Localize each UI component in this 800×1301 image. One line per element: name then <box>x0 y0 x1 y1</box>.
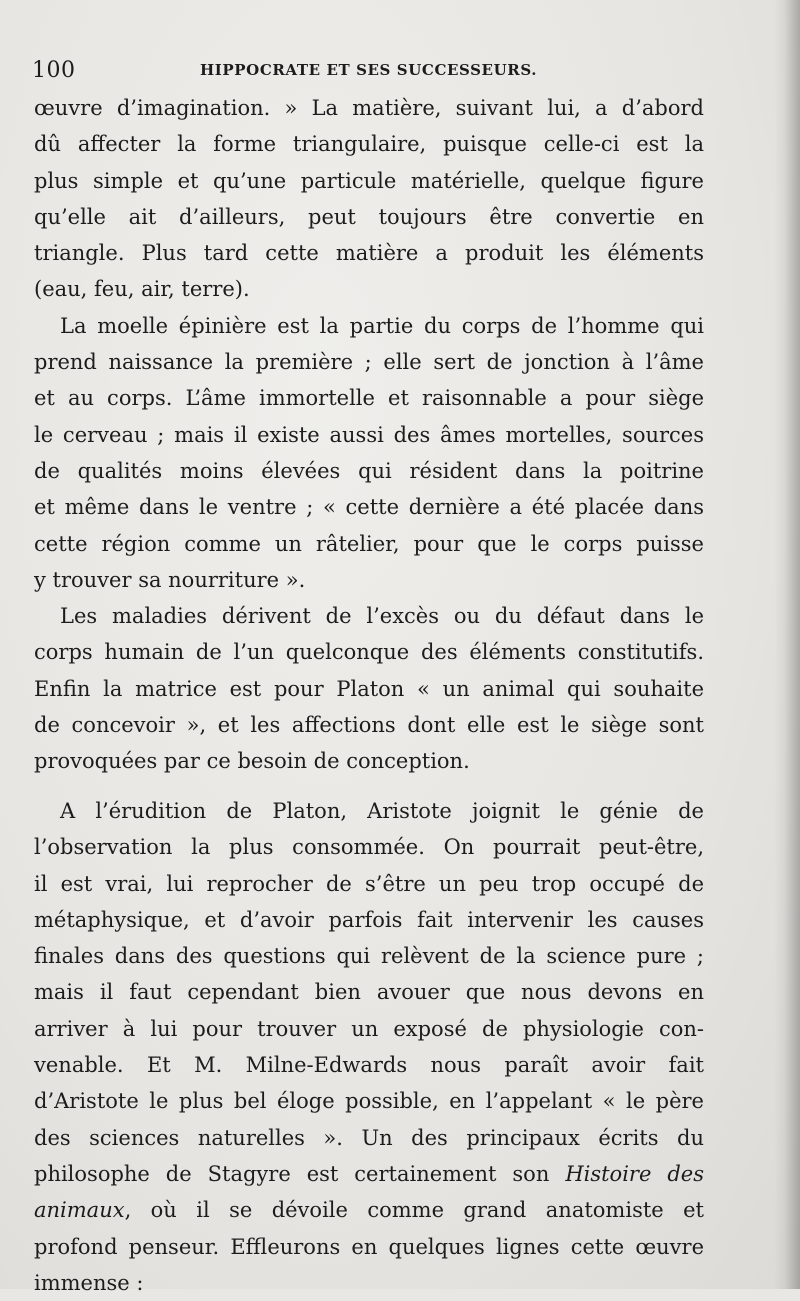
running-title: HIPPOCRATE ET SES SUCCESSEURS. <box>200 61 538 79</box>
text-line: et au corps. L’âme immortelle et raisonnable a pour siège <box>34 386 704 411</box>
text-line: (eau, feu, air, terre). <box>34 277 250 302</box>
page-edge-shadow <box>774 0 800 1289</box>
text-line: venable. Et M. Milne-Edwards nous paraît avoir fait <box>34 1053 704 1078</box>
book-title-italic: Histoire des <box>565 1161 704 1186</box>
text-line: le cerveau ; mais il existe aussi des âmes mortelles, sources <box>34 422 704 447</box>
text-span: philosophe de Stagyre est certainement son <box>34 1161 550 1186</box>
text-line: de qualités moins élevées qui résident dans la poitrine <box>34 458 704 483</box>
paragraph-4 <box>34 793 704 1301</box>
text-block-lower <box>34 793 704 1301</box>
text-line: œuvre d’imagination. » La matière, suivant lui, a d’abord <box>34 96 704 120</box>
text-line: métaphysique, et d’avoir parfois fait intervenir les causes <box>34 907 704 932</box>
text-line: d’Aristote le plus bel éloge possible, en l’appelant « le père <box>34 1089 704 1114</box>
text-line-with-italic <box>34 1192 704 1228</box>
text-line: il est vrai, lui reprocher de s’être un peu trop occupé de <box>34 871 704 896</box>
text-line: Les maladies dérivent de l’excès ou du défaut dans le <box>60 604 704 629</box>
text-line: arriver à lui pour trouver un exposé de physiologie con- <box>34 1016 704 1041</box>
book-title-italic: animaux <box>34 1198 125 1223</box>
page-header <box>32 50 732 90</box>
text-line-with-italic <box>34 1156 704 1192</box>
text-line: triangle. Plus tard cette matière a produit les éléments <box>34 241 704 266</box>
text-line: profond penseur. Effleurons en quelques lignes cette œuvre <box>34 1234 704 1259</box>
text-line: corps humain de l’un quelconque des éléments constitutifs. <box>34 640 704 665</box>
text-line: Enfin la matrice est pour Platon « un animal qui souhaite <box>34 676 704 701</box>
text-line: finales dans des questions qui relèvent de la science pure ; <box>34 944 704 969</box>
text-line: immense : <box>34 1270 144 1295</box>
text-line: et même dans le ventre ; « cette dernière a été placée dans <box>34 495 704 520</box>
text-line: A l’érudition de Platon, Aristote joignit le génie de <box>60 799 704 823</box>
text-line: des sciences naturelles ». Un des principaux écrits du <box>34 1125 704 1150</box>
paragraph-1 <box>34 90 704 308</box>
text-line: mais il faut cependant bien avouer que nous devons en <box>34 980 704 1005</box>
text-line: plus simple et qu’une particule matérielle, quelque figure <box>34 168 704 193</box>
text-line: cette région comme un râtelier, pour que le corps puisse <box>34 531 704 556</box>
text-line: y trouver sa nourriture ». <box>34 567 306 592</box>
text-line: de concevoir », et les affections dont elle est le siège sont <box>34 713 704 738</box>
text-span: , où il se dévoile comme grand anatomiste et <box>124 1198 704 1223</box>
text-line: provoquées par ce besoin de conception. <box>34 749 470 774</box>
text-block-upper <box>34 90 704 780</box>
text-line: l’observation la plus consommée. On pourrait peut-être, <box>34 835 704 860</box>
text-line: dû affecter la forme triangulaire, puisque celle-ci est la <box>34 132 704 157</box>
paragraph-2 <box>34 308 704 598</box>
text-line: La moelle épinière est la partie du corps de l’homme qui <box>60 313 704 338</box>
text-line: qu’elle ait d’ailleurs, peut toujours être convertie en <box>34 204 704 229</box>
paragraph-3 <box>34 598 704 779</box>
text-line: prend naissance la première ; elle sert de jonction à l’âme <box>34 350 704 375</box>
page-number: 100 <box>32 58 76 83</box>
